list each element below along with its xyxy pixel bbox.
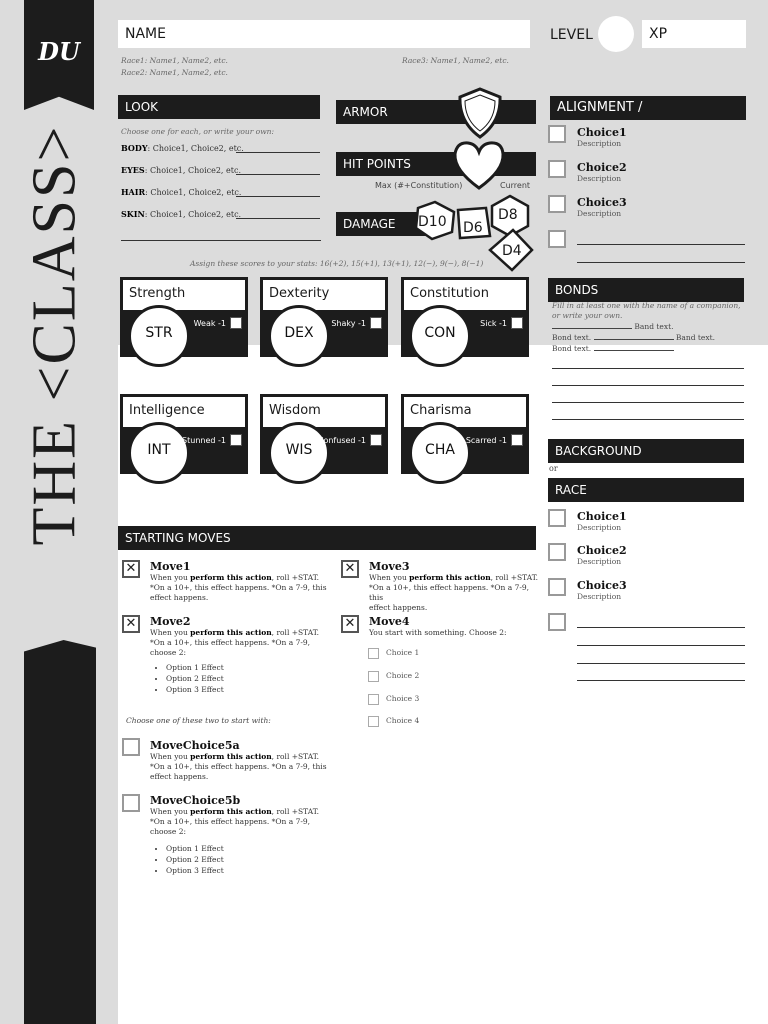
alignment-choice (577, 161, 627, 183)
move-option: • Option 1 Effect (166, 843, 330, 854)
look-extra-line[interactable] (121, 240, 321, 241)
look-row-label: HAIR (121, 187, 146, 197)
level-label: LEVEL (550, 27, 593, 43)
race-choice-name: Choice3 (577, 579, 627, 592)
logo-mark: DU (38, 37, 80, 66)
or-text: or (549, 464, 558, 473)
look-row-line[interactable] (236, 152, 320, 153)
stat-debility: Weak -1 (193, 319, 226, 328)
move-name: MoveChoice5a (150, 739, 240, 752)
race-checkbox-custom[interactable] (548, 613, 566, 631)
stat-name: Intelligence (120, 394, 248, 430)
race-custom-line[interactable] (577, 627, 745, 628)
move-option: • Option 3 Effect (166, 865, 330, 876)
sidebar-stripe (24, 640, 96, 1024)
race-choice-name: Choice2 (577, 544, 627, 557)
hit-points-header: HIT POINTS (336, 152, 536, 176)
bond-entry[interactable] (552, 332, 742, 343)
race-choice-name: Choice1 (577, 510, 627, 523)
stat-abbr: CON (424, 325, 456, 341)
d4-label: D4 (502, 243, 522, 259)
move4-choice-label: Choice 1 (386, 648, 420, 657)
race-checkbox[interactable] (548, 543, 566, 561)
look-row[interactable]: EYES: Choice1, Choice2, etc. (121, 165, 321, 187)
move4-choice-checkbox[interactable] (368, 716, 379, 727)
look-instructions: Choose one for each, or write your own: (121, 127, 274, 136)
move-option: • Option 1 Effect (166, 662, 330, 673)
debility-checkbox[interactable] (370, 434, 382, 446)
move4-choice-checkbox[interactable] (368, 694, 379, 705)
armor-shield-icon[interactable] (455, 86, 505, 140)
xp-label: XP (649, 26, 668, 42)
move5b-checkbox[interactable] (122, 794, 140, 812)
stat-constitution[interactable] (401, 277, 529, 385)
alignment-choice (577, 126, 627, 148)
move-option: • Option 3 Effect (166, 684, 330, 695)
alignment-choice-name: Choice1 (577, 126, 627, 139)
choose-one-text: Choose one of these two to start with: (126, 716, 271, 725)
alignment-checkbox[interactable] (548, 195, 566, 213)
look-rows (121, 143, 321, 231)
hp-current-label: Current (500, 181, 531, 190)
move4-choice-checkbox[interactable] (368, 648, 379, 659)
alignment-choice-desc: Description (577, 174, 622, 183)
race-choice (577, 579, 627, 601)
move4-choice-label: Choice 2 (386, 671, 420, 680)
bond-entry[interactable] (552, 321, 742, 332)
move1 (150, 560, 330, 603)
stat-debility: Shaky -1 (331, 319, 366, 328)
look-row-label: BODY (121, 143, 148, 153)
look-row[interactable]: SKIN: Choice1, Choice2, etc. (121, 209, 321, 231)
bond-text: Band text. (675, 333, 715, 342)
race-checkbox[interactable] (548, 509, 566, 527)
look-row-line[interactable] (236, 174, 320, 175)
armor-header: ARMOR (336, 100, 536, 124)
debility-checkbox[interactable] (370, 317, 382, 329)
d10-label: D10 (418, 214, 447, 230)
stat-name: Constitution (401, 277, 529, 313)
move4-choice-label: Choice 4 (386, 716, 420, 725)
level-field[interactable] (598, 16, 634, 52)
bond-text: Band text. (634, 322, 674, 331)
bonds-instructions: Fill in at least one with the name of a companion, or write your own. (552, 301, 741, 320)
alignment-header: ALIGNMENT / (550, 96, 746, 120)
stat-charisma[interactable] (401, 394, 529, 502)
stat-name: Charisma (401, 394, 529, 430)
move4-choice-label: Choice 3 (386, 694, 420, 703)
xp-field[interactable] (642, 20, 746, 48)
stat-dexterity[interactable] (260, 277, 388, 385)
race-custom-line[interactable] (577, 680, 745, 681)
stat-intelligence[interactable] (120, 394, 248, 502)
move2 (150, 615, 330, 695)
alignment-choice-name: Choice3 (577, 196, 627, 209)
move-text: When you perform this action, roll +STAT. *On a 10+, this effect happens. *On a 7-9, this effect happens. (150, 752, 327, 781)
move-name: Move2 (150, 615, 191, 628)
name-label: NAME (125, 26, 166, 42)
move-options (150, 843, 330, 876)
move5a (150, 739, 330, 782)
starting-moves-header: STARTING MOVES (118, 526, 536, 550)
move2-checkbox[interactable]: ✕ (122, 615, 140, 633)
race-checkbox[interactable] (548, 578, 566, 596)
class-title: THE <CLASS> (20, 124, 89, 546)
stat-abbr: INT (147, 442, 171, 458)
look-row-line[interactable] (236, 196, 320, 197)
move1-checkbox[interactable]: ✕ (122, 560, 140, 578)
move-name: Move3 (369, 560, 410, 573)
debility-checkbox[interactable] (511, 434, 523, 446)
bond-blank-line[interactable] (552, 385, 744, 386)
alignment-custom-line[interactable] (577, 244, 745, 245)
bond-entries (552, 321, 742, 354)
move-name: Move1 (150, 560, 191, 573)
look-row-options: Choice1, Choice2, etc. (152, 144, 244, 153)
d6-label: D6 (463, 220, 483, 236)
stat-abbr: DEX (284, 325, 314, 341)
look-row-line[interactable] (236, 218, 320, 219)
move4 (369, 615, 539, 638)
move-option: • Option 2 Effect (166, 673, 330, 684)
stat-strength[interactable] (120, 277, 248, 385)
race-choice (577, 510, 627, 532)
bond-text: Bond text. (552, 344, 592, 353)
move4-checkbox[interactable]: ✕ (341, 615, 359, 633)
race-header: RACE (548, 478, 744, 502)
alignment-choice-desc: Description (577, 209, 622, 218)
bond-text: Bond text. (552, 333, 592, 342)
alignment-choice-name: Choice2 (577, 161, 627, 174)
debility-checkbox[interactable] (230, 317, 242, 329)
stat-debility: Sick -1 (480, 319, 507, 328)
move-name: Move4 (369, 615, 410, 628)
bond-blank-line[interactable] (552, 419, 744, 420)
look-row[interactable]: HAIR: Choice1, Choice2, etc. (121, 187, 321, 209)
race-choice-desc: Description (577, 592, 622, 601)
move3 (369, 560, 539, 613)
background-header: BACKGROUND (548, 439, 744, 463)
bond-blank-line[interactable] (552, 368, 744, 369)
move-name: MoveChoice5b (150, 794, 241, 807)
look-header: LOOK (118, 95, 320, 119)
stat-name: Dexterity (260, 277, 388, 313)
bond-entry[interactable] (552, 343, 742, 354)
stat-debility: Confused -1 (317, 436, 366, 445)
alignment-checkbox-custom[interactable] (548, 230, 566, 248)
alignment-choice (577, 196, 627, 218)
stat-name: Strength (120, 277, 248, 313)
race-names-3: Race3: Name1, Name2, etc. (402, 56, 509, 65)
damage-header: DAMAGE (336, 212, 426, 236)
move-option: • Option 2 Effect (166, 854, 330, 865)
alignment-choice-desc: Description (577, 139, 622, 148)
look-row-label: SKIN (121, 209, 145, 219)
bond-blank-line[interactable] (552, 402, 744, 403)
d8-label: D8 (498, 207, 518, 223)
hp-max-label: Max (#+Constitution) (375, 181, 463, 190)
look-row-options: Choice1, Choice2, etc. (149, 166, 241, 175)
stat-abbr: CHA (425, 442, 455, 458)
race-custom-line[interactable] (577, 663, 745, 664)
race-names-2: Race2: Name1, Name2, etc. (121, 68, 228, 77)
alignment-custom-line[interactable] (577, 262, 745, 263)
assign-scores-text: Assign these scores to your stats: 16(+2), 15(+1), 13(+1), 12(−), 9(−), 8(−1) (190, 259, 484, 268)
race-choice (577, 544, 627, 566)
race-custom-line[interactable] (577, 645, 745, 646)
move-text: You start with something. Choose 2: (369, 628, 507, 637)
move-text: When you perform this action, roll +STAT. *On a 10+, this effect happens. *On a 7-9, this effect happens. (369, 573, 539, 612)
move-text: When you perform this action, roll +STAT. *On a 10+, this effect happens. *On a 7-9, choose 2: (150, 807, 320, 836)
look-row-label: EYES (121, 165, 145, 175)
look-row-options: Choice1, Choice2, etc. (150, 188, 242, 197)
stat-abbr: STR (145, 325, 173, 341)
race-choice-desc: Description (577, 557, 622, 566)
stat-debility: Scarred -1 (465, 436, 507, 445)
stat-wisdom[interactable] (260, 394, 388, 502)
move5a-checkbox[interactable] (122, 738, 140, 756)
name-field[interactable] (118, 20, 530, 48)
stat-abbr: WIS (285, 442, 313, 458)
debility-checkbox[interactable] (511, 317, 523, 329)
move-text: When you perform this action, roll +STAT. *On a 10+, this effect happens. *On a 7-9, this effect happens. (150, 573, 327, 602)
move-text: When you perform this action, roll +STAT. *On a 10+, this effect happens. *On a 7-9, choose 2: (150, 628, 320, 657)
look-row-options: Choice1, Choice2, etc. (150, 210, 242, 219)
bonds-header: BONDS (548, 278, 744, 302)
race-names-1: Race1: Name1, Name2, etc. (121, 56, 228, 65)
alignment-checkbox[interactable] (548, 125, 566, 143)
race-choice-desc: Description (577, 523, 622, 532)
move-options (150, 662, 330, 695)
move3-checkbox[interactable]: ✕ (341, 560, 359, 578)
alignment-checkbox[interactable] (548, 160, 566, 178)
look-row[interactable]: BODY: Choice1, Choice2, etc. (121, 143, 321, 165)
move4-choice-checkbox[interactable] (368, 671, 379, 682)
stat-name: Wisdom (260, 394, 388, 430)
move5b (150, 794, 330, 876)
stat-debility: Stunned -1 (182, 436, 226, 445)
debility-checkbox[interactable] (230, 434, 242, 446)
